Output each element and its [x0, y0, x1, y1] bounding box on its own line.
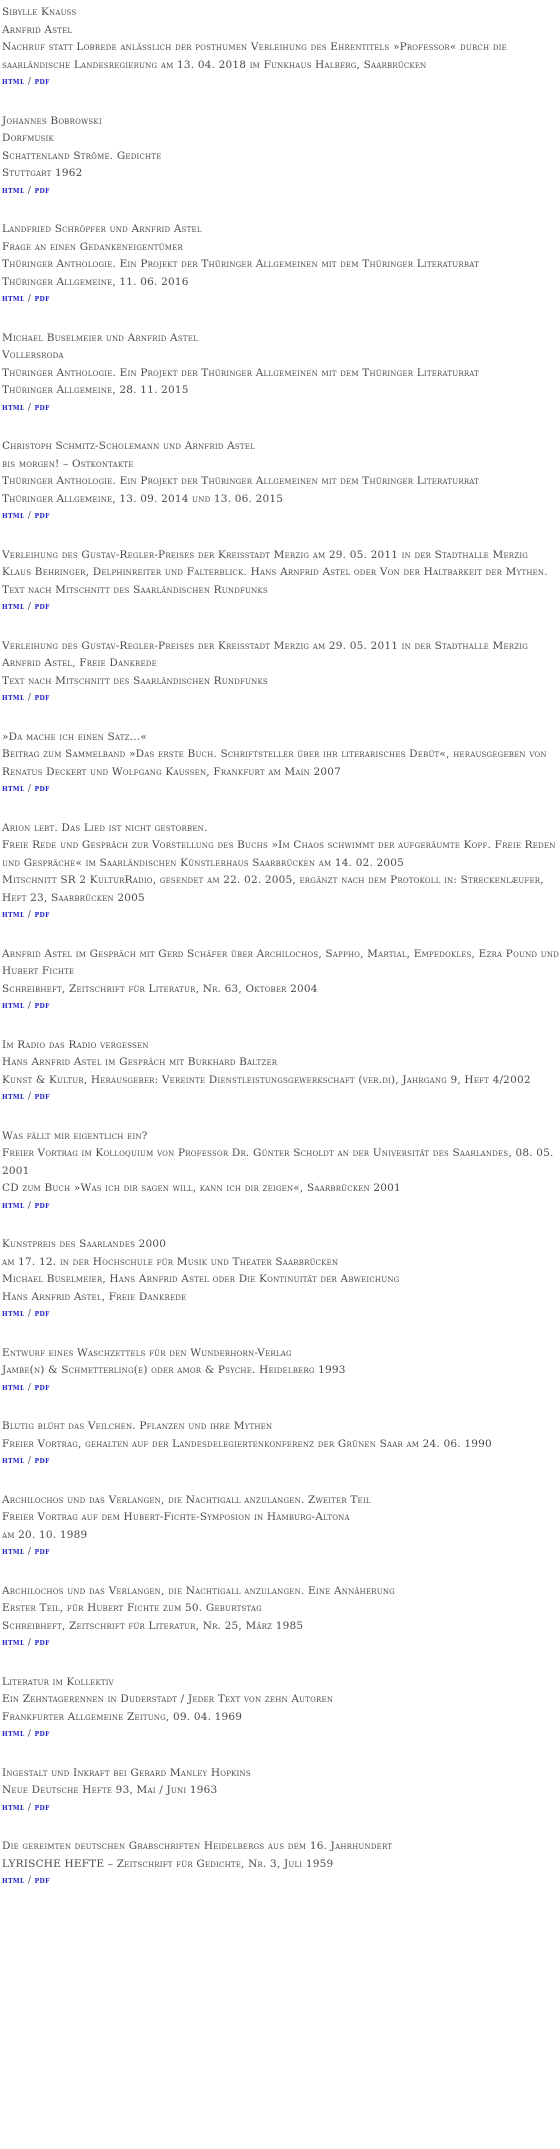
html-link[interactable]: html: [2, 693, 25, 703]
entry-line: LYRISCHE HEFTE – Zeitschrift für Gedichte, Nr. 3, Juli 1959: [2, 1857, 334, 1870]
entry-line: Ein Zehntagerennen in Duderstadt / Jeder Text von zehn Autoren: [2, 1693, 334, 1705]
pdf-link[interactable]: pdf: [34, 294, 50, 304]
link-separator: /: [24, 77, 35, 87]
link-separator: /: [24, 1309, 35, 1319]
pdf-link[interactable]: pdf: [34, 602, 50, 612]
entry-line: Hans Arnfrid Astel, Freie Dankrede: [2, 1290, 187, 1303]
html-link[interactable]: html: [2, 402, 25, 413]
entry-title: Sibylle Knauss: [2, 6, 77, 18]
entry-title: Die gereimten deutschen Grabschriften Heidelbergs aus dem 16. Jahrhundert: [2, 1840, 393, 1852]
entry-title: Was fällt mir eigentlich ein?: [2, 1129, 148, 1142]
link-separator: /: [24, 1547, 35, 1557]
html-link[interactable]: html: [2, 784, 25, 794]
bibliography-entry: [2, 729, 560, 799]
bibliography-entry: [2, 330, 560, 418]
link-separator: /: [24, 1802, 35, 1813]
link-separator: /: [24, 602, 35, 612]
entry-links: [2, 74, 560, 92]
entry-line: Stuttgart 1962: [2, 167, 83, 179]
link-separator: /: [24, 294, 35, 304]
entry-links: [2, 1873, 560, 1891]
entry-title: »Da mache ich einen Satz…«: [2, 730, 148, 743]
entry-links: [2, 1544, 560, 1562]
html-link[interactable]: html: [2, 1876, 25, 1886]
entry-title: Literatur im Kollektiv: [2, 1675, 115, 1688]
entry-line: Freie Rede und Gespräch zur Vorstellung des Buchs »Im Chaos schwimmt der aufgeräumte Kopf. Freie Reden und Gespräche« im Saarländischen Künstlerhaus Saarbrücken am 14. 02. 2005: [2, 839, 556, 869]
entry-line: Neue Deutsche Hefte 93, Mai / Juni 1963: [2, 1784, 218, 1796]
entry-links: [2, 781, 560, 799]
bibliography-entry: [2, 1128, 560, 1216]
entry-line: Thüringer Anthologie. Ein Projekt der Thüringer Allgemeinen mit dem Thüringer Literaturrat: [2, 258, 480, 270]
html-link[interactable]: html: [2, 1729, 25, 1739]
html-link[interactable]: html: [2, 1001, 25, 1011]
pdf-link[interactable]: pdf: [34, 1638, 50, 1648]
pdf-link[interactable]: pdf: [34, 1200, 50, 1211]
bibliography-entry: [2, 638, 560, 708]
entry-line: Jambe(n) & Schmetterling(e) oder amor & Psyche. Heidelberg 1993: [2, 1364, 346, 1376]
bibliography-entry: [2, 1037, 560, 1107]
link-separator: /: [24, 1729, 35, 1739]
entry-links: [2, 1380, 560, 1398]
entry-line: Schreibheft, Zeitschrift für Literatur, Nr. 63, Oktober 2004: [2, 982, 318, 995]
link-separator: /: [24, 1001, 35, 1011]
entry-line: Schreibheft, Zeitschrift für Literatur, Nr. 25, März 1985: [2, 1619, 304, 1632]
entry-line: Thüringer Anthologie. Ein Projekt der Thüringer Allgemeinen mit dem Thüringer Literaturrat: [2, 366, 480, 379]
entry-line: Vollersroda: [2, 349, 64, 361]
pdf-link[interactable]: pdf: [34, 1382, 50, 1393]
entry-title: Ingestalt und Inkraft bei Gerard Manley Hopkins: [2, 1766, 251, 1779]
pdf-link[interactable]: pdf: [34, 402, 50, 413]
link-separator: /: [24, 1638, 35, 1648]
pdf-link[interactable]: pdf: [34, 1802, 50, 1813]
entry-line: Erster Teil, für Hubert Fichte zum 50. Geburtstag: [2, 1602, 262, 1614]
entry-links: [2, 1306, 560, 1324]
bibliography-entry: [2, 1492, 560, 1562]
entry-line: Thüringer Allgemeine, 11. 06. 2016: [2, 275, 189, 288]
html-link[interactable]: html: [2, 1382, 25, 1393]
entry-links: [2, 599, 560, 617]
html-link[interactable]: html: [2, 1200, 25, 1211]
html-link[interactable]: html: [2, 294, 25, 304]
entry-title: Johannes Bobrowski: [2, 114, 102, 127]
html-link[interactable]: html: [2, 602, 25, 612]
bibliography-entry: [2, 1583, 560, 1653]
entry-line: Thüringer Allgemeine, 28. 11. 2015: [2, 384, 189, 396]
entry-links: [2, 1453, 560, 1471]
link-separator: /: [24, 185, 35, 196]
entry-line: Freier Vortrag, gehalten auf der Landesdelegiertenkonferenz der Grünen Saar am 24. 06. 1990: [2, 1437, 492, 1450]
link-separator: /: [24, 1200, 35, 1211]
entry-line: Hans Arnfrid Astel im Gespräch mit Burkhard Baltzer: [2, 1056, 278, 1068]
link-separator: /: [24, 693, 35, 703]
entry-title: Verleihung des Gustav-Regler-Preises der Kreisstadt Merzig am 29. 05. 2011 in der Stadthalle Merzig: [2, 548, 529, 561]
link-separator: /: [24, 1092, 35, 1102]
entry-title: Christoph Schmitz-Scholemann und Arnfrid Astel: [2, 440, 255, 452]
pdf-link[interactable]: pdf: [34, 1876, 50, 1886]
entry-line: CD zum Buch »Was ich dir sagen will, kann ich dir zeigen«, Saarbrücken 2001: [2, 1182, 401, 1194]
entry-links: [2, 291, 560, 309]
link-separator: /: [24, 511, 35, 521]
entry-line: Klaus Behringer, Delphinreiter und Falterblick. Hans Arnfrid Astel oder Von der Haltbarkeit der Mythen.: [2, 566, 548, 578]
html-link[interactable]: html: [2, 910, 25, 920]
bibliography-entry: [2, 1418, 560, 1471]
entry-links: [2, 907, 560, 925]
entry-title: Archilochos und das Verlangen, die Nachtigall anzulangen. Eine Annäherung: [2, 1584, 395, 1597]
entry-line: Nachruf statt Lobrede anlässlich der posthumen Verleihung des Ehrentitels »Professor« durch die saarländische Landesregierung am 13. 04. 2018 im Funkhaus Halberg, Saarbrücken: [2, 41, 507, 71]
link-separator: /: [24, 1876, 35, 1886]
entry-title: Kunstpreis des Saarlandes 2000: [2, 1238, 167, 1250]
html-link[interactable]: html: [2, 77, 25, 87]
entry-links: [2, 400, 560, 418]
pdf-link[interactable]: pdf: [34, 1092, 50, 1102]
pdf-link[interactable]: pdf: [34, 1547, 50, 1557]
entry-links: [2, 1635, 560, 1653]
entry-links: [2, 1198, 560, 1216]
entry-line: Text nach Mitschnitt des Saarländischen Rundfunks: [2, 674, 268, 687]
bibliography-entry: [2, 4, 560, 92]
pdf-link[interactable]: pdf: [34, 511, 50, 521]
link-separator: /: [24, 1456, 35, 1466]
entry-line: Freier Vortrag auf dem Hubert-Fichte-Symposion in Hamburg-Altona: [2, 1511, 350, 1523]
entry-line: Beitrag zum Sammelband »Das erste Buch. Schriftsteller über ihr literarisches Debüt«, herausgegeben von Renatus Deckert und Wolfgang Kaussen, Frankfurt am Main 2007: [2, 748, 547, 778]
pdf-link[interactable]: pdf: [34, 1309, 50, 1319]
entry-line: bis morgen! – Ostkontakte: [2, 457, 134, 470]
pdf-link[interactable]: pdf: [34, 910, 50, 920]
entry-line: Thüringer Allgemeine, 13. 09. 2014 und 13. 06. 2015: [2, 492, 284, 505]
pdf-link[interactable]: pdf: [34, 1456, 50, 1466]
link-separator: /: [24, 784, 35, 794]
bibliography-entry: [2, 946, 560, 1016]
entry-links: [2, 1089, 560, 1107]
bibliography-entry: [2, 1674, 560, 1744]
entry-line: Frankfurter Allgemeine Zeitung, 09. 04. 1969: [2, 1710, 243, 1723]
entry-line: am 17. 12. in der Hochschule für Musik und Theater Saarbrücken: [2, 1255, 339, 1268]
entry-line: Arnfrid Astel, Freie Dankrede: [2, 657, 157, 669]
link-separator: /: [24, 910, 35, 920]
html-link[interactable]: html: [2, 1309, 25, 1319]
bibliography-entry: [2, 1236, 560, 1324]
entry-title: Entwurf eines Waschzettels für den Wunderhorn-Verlag: [2, 1346, 292, 1359]
entry-links: [2, 508, 560, 526]
bibliography-entry: [2, 1765, 560, 1818]
entry-title: Im Radio das Radio vergessen: [2, 1038, 149, 1051]
entry-line: Frage an einen Gedankeneigentümer: [2, 240, 183, 253]
bibliography-entry: [2, 1345, 560, 1398]
pdf-link[interactable]: pdf: [34, 1001, 50, 1011]
link-separator: /: [24, 402, 35, 413]
entry-title: Arion lebt. Das Lied ist nicht gestorben.: [2, 821, 208, 834]
entry-title: Arnfrid Astel im Gespräch mit Gerd Schäfer über Archilochos, Sappho, Martial, Empedokles, Ezra Pound und Hubert Fichte: [2, 947, 560, 977]
bibliography-entry: [2, 113, 560, 201]
entry-links: [2, 998, 560, 1016]
entry-line: Michael Buselmeier, Hans Arnfrid Astel oder Die Kontinuität der Abweichung: [2, 1273, 400, 1285]
bibliography-entry: [2, 221, 560, 309]
bibliography-entry: [2, 547, 560, 617]
bibliography-entry: [2, 438, 560, 526]
entry-line: am 20. 10. 1989: [2, 1528, 88, 1541]
entry-line: Mitschnitt SR 2 KulturRadio, gesendet am 22. 02. 2005, ergänzt nach dem Protokoll in: Streckenlæufer, Heft 23, Saarbrücken 2005: [2, 874, 544, 904]
entry-title: Michael Buselmeier und Arnfrid Astel: [2, 331, 198, 344]
entry-line: Arnfrid Astel: [2, 23, 73, 36]
entry-line: Schattenland Ströme. Gedichte: [2, 149, 162, 162]
html-link[interactable]: html: [2, 1802, 25, 1813]
pdf-link[interactable]: pdf: [34, 1729, 50, 1739]
html-link[interactable]: html: [2, 1547, 25, 1557]
entry-links: [2, 1800, 560, 1818]
entry-links: [2, 183, 560, 201]
entry-line: Freier Vortrag im Kolloquium von Professor Dr. Günter Scholdt an der Universität des Saarlandes, 08. 05. 2001: [2, 1147, 554, 1177]
pdf-link[interactable]: pdf: [34, 693, 50, 703]
entry-line: Text nach Mitschnitt des Saarländischen Rundfunks: [2, 583, 268, 596]
entry-title: Archilochos und das Verlangen, die Nachtigall anzulangen. Zweiter Teil: [2, 1493, 371, 1506]
entry-line: Dorfmusik: [2, 132, 54, 144]
bibliography-entry: [2, 1838, 560, 1891]
entry-line: Thüringer Anthologie. Ein Projekt der Thüringer Allgemeinen mit dem Thüringer Literaturrat: [2, 475, 480, 487]
entry-line: Kunst & Kultur, Herausgeber: Vereinte Dienstleistungsgewerkschaft (ver.di), Jahrgang 9, Heft 4/2002: [2, 1073, 531, 1086]
link-separator: /: [24, 1382, 35, 1393]
entry-title: Blutig blüht das Veilchen. Pflanzen und ihre Mythen: [2, 1420, 273, 1432]
entry-title: Verleihung des Gustav-Regler-Preises der Kreisstadt Merzig am 29. 05. 2011 in der Stadthalle Merzig: [2, 639, 529, 652]
pdf-link[interactable]: pdf: [34, 77, 50, 87]
entry-title: Landfried Schröpfer und Arnfrid Astel: [2, 223, 202, 235]
bibliography-entry: [2, 820, 560, 925]
pdf-link[interactable]: pdf: [34, 185, 50, 196]
html-link[interactable]: html: [2, 1456, 25, 1466]
html-link[interactable]: html: [2, 1638, 25, 1648]
html-link[interactable]: html: [2, 185, 25, 196]
entry-links: [2, 690, 560, 708]
html-link[interactable]: html: [2, 1092, 25, 1102]
entry-links: [2, 1726, 560, 1744]
html-link[interactable]: html: [2, 511, 25, 521]
pdf-link[interactable]: pdf: [34, 784, 50, 794]
